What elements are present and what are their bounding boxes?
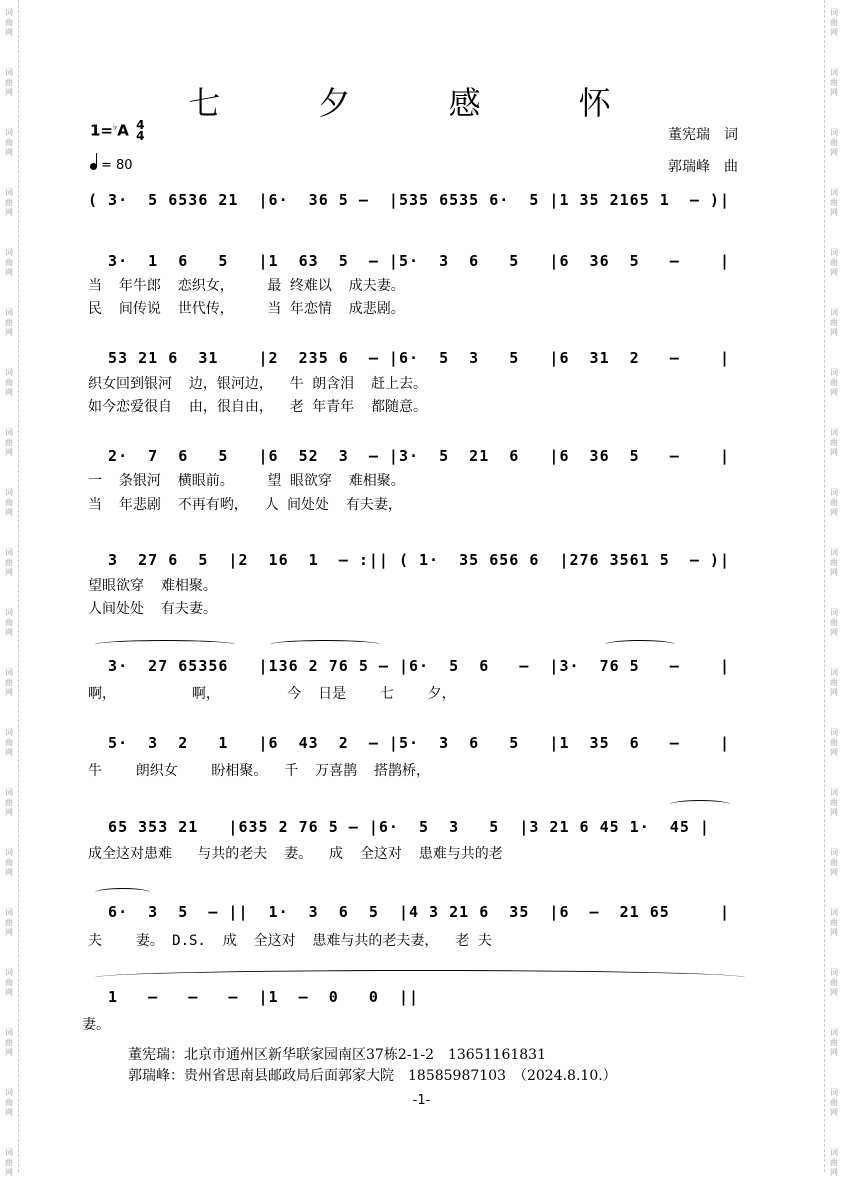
watermark-mark: 词 曲 网 [5, 728, 13, 757]
watermark-mark: 词 曲 网 [830, 128, 838, 157]
score-system-10 [88, 982, 758, 1012]
notation-line: 2· 7 6 5 |6 52 3 – |3· 5 21 6 |6 36 5 – | [88, 447, 730, 465]
lyric-line-2a: 当 年牛郎 恋织女， 最 终难以 成夫妻。 [88, 278, 405, 294]
contact-lyricist: 董宪瑞：北京市通州区新华联家园南区37栋2-1-2 13651161831 [128, 1047, 546, 1063]
notation-line: 6· 3 5 – || 1· 3 6 5 |4 3 21 6 35 |6 – 21 65 | [88, 903, 730, 921]
lyric-line-8: 成全这对患难 与共的老夫 妻。 成 全这对 患难与共的老 [88, 846, 503, 862]
watermark-mark: 词 曲 网 [5, 308, 13, 337]
lyric-line-2b: 民 间传说 世代传， 当 年恋情 成悲剧。 [88, 301, 405, 317]
slur-mark [95, 888, 150, 897]
quarter-note-icon [90, 163, 97, 170]
watermark-mark: 词 曲 网 [830, 968, 838, 997]
watermark-mark: 词 曲 网 [830, 668, 838, 697]
watermark-mark: 词 曲 网 [5, 128, 13, 157]
watermark-mark: 词 曲 网 [830, 848, 838, 877]
watermark-mark: 词 曲 网 [5, 1088, 13, 1117]
lyric-line-3a: 织女回到银河 边，银河边， 牛 朗含泪 赶上去。 [88, 376, 427, 392]
watermark-mark: 词 曲 网 [5, 788, 13, 817]
score-system-1 [88, 185, 758, 215]
contact-composer: 郭瑞峰：贵州省思南县邮政局后面郭家大院 18585987103 （2024.8.10.） [128, 1068, 617, 1084]
score-system-8 [88, 812, 758, 842]
watermark-mark: 词 曲 网 [830, 788, 838, 817]
watermark-mark: 词 曲 网 [830, 608, 838, 637]
watermark-mark: 词 曲 网 [830, 68, 838, 97]
watermark-mark: 词 曲 网 [830, 368, 838, 397]
watermark-mark: 词 曲 网 [5, 908, 13, 937]
song-title: 七 夕 感 怀 [188, 84, 655, 122]
time-bottom: 4 [136, 129, 145, 143]
watermark-mark: 词 曲 网 [830, 908, 838, 937]
slur-mark [670, 800, 730, 809]
score-system-4 [88, 441, 758, 471]
watermark-mark: 词 曲 网 [830, 428, 838, 457]
watermark-mark: 词 曲 网 [5, 1148, 13, 1177]
lyricist-credit: 董宪瑞 词 [668, 127, 738, 143]
watermark-mark: 词 曲 网 [830, 248, 838, 277]
score-system-5 [88, 545, 758, 575]
watermark-mark: 词 曲 网 [5, 488, 13, 517]
watermark-mark: 词 曲 网 [5, 188, 13, 217]
watermark-mark: 词 曲 网 [830, 1148, 838, 1177]
lyric-line-5b: 人间处处 有夫妻。 [88, 601, 217, 617]
watermark-mark: 词 曲 网 [5, 1028, 13, 1057]
score-system-7 [88, 728, 758, 758]
notation-line: 53 21 6 31 |2 235 6 – |6· 5 3 5 |6 31 2 – | [88, 349, 730, 367]
score-system-6 [88, 651, 758, 681]
notation-line: 5· 3 2 1 |6 43 2 – |5· 3 6 5 |1 35 6 – | [88, 734, 730, 752]
tempo-mark [90, 158, 133, 173]
composer-credit: 郭瑞峰 曲 [668, 159, 738, 175]
lyric-line-10: 妻。 [82, 1017, 110, 1033]
score-system-3 [88, 343, 758, 373]
key-signature [90, 120, 144, 142]
page-number: -1- [412, 1093, 431, 1108]
watermark-mark: 词 曲 网 [830, 188, 838, 217]
notation-line: 3· 1 6 5 |1 63 5 – |5· 3 6 5 |6 36 5 – | [88, 252, 730, 270]
key-prefix: 1= [90, 121, 114, 140]
key-note: A [117, 121, 129, 140]
slur-mark [95, 970, 745, 985]
lyric-line-9: 夫 妻。 D.S. 成 全这对 患难与共的老夫妻， 老 夫 [88, 933, 492, 949]
score-system-2 [88, 246, 758, 276]
notation-line: ( 3· 5 6536 21 |6· 36 5 – |535 6535 6· 5 |1 35 2165 1 – )| [88, 191, 730, 209]
watermark-mark: 词 曲 网 [5, 668, 13, 697]
tempo-value: = 80 [101, 158, 133, 173]
time-top: 4 [136, 118, 145, 132]
lyric-line-4b: 当 年悲剧 不再有哟， 人 间处处 有夫妻， [88, 497, 402, 513]
lyric-line-5a: 望眼欲穿 难相聚。 [88, 578, 217, 594]
slur-mark [95, 640, 235, 649]
watermark-mark: 词 曲 网 [830, 488, 838, 517]
watermark-mark: 词 曲 网 [5, 608, 13, 637]
notation-line: 65 353 21 |635 2 76 5 – |6· 5 3 5 |3 21 6 45 1· 45 | [88, 818, 710, 836]
flat-sign: ♭ [113, 122, 118, 133]
lyric-line-6: 啊， 啊， 今 日是 七 夕， [88, 686, 456, 702]
slur-mark [605, 640, 675, 649]
watermark-mark: 词 曲 网 [830, 1088, 838, 1117]
watermark-mark: 词 曲 网 [5, 68, 13, 97]
watermark-mark: 词 曲 网 [830, 308, 838, 337]
watermark-mark: 词 曲 网 [5, 428, 13, 457]
notation-line: 1 – – – |1 – 0 0 || [88, 988, 420, 1006]
lyric-line-4a: 一 条银河 横眼前。 望 眼欲穿 难相聚。 [88, 473, 405, 489]
watermark-mark: 词 曲 网 [830, 1028, 838, 1057]
slur-mark [270, 640, 380, 649]
watermark-mark: 词 曲 网 [5, 968, 13, 997]
watermark-mark: 词 曲 网 [5, 8, 13, 37]
watermark-mark: 词 曲 网 [830, 8, 838, 37]
notation-line: 3· 27 65356 |136 2 76 5 – |6· 5 6 – |3· 76 5 – | [88, 657, 730, 675]
lyric-line-3b: 如今恋爱很自 由，很自由， 老 年青年 都随意。 [88, 399, 427, 415]
watermark-mark: 词 曲 网 [5, 848, 13, 877]
watermark-mark: 词 曲 网 [5, 248, 13, 277]
watermark-mark: 词 曲 网 [5, 368, 13, 397]
score-system-9 [88, 897, 758, 927]
watermark-mark: 词 曲 网 [830, 728, 838, 757]
watermark-mark: 词 曲 网 [5, 548, 13, 577]
notation-line: 3 27 6 5 |2 16 1 – :|| ( 1· 35 656 6 |276 3561 5 – )| [88, 551, 730, 569]
time-signature [136, 120, 144, 142]
watermark-mark: 词 曲 网 [830, 548, 838, 577]
lyric-line-7: 牛 朗织女 盼相聚。 千 万喜鹊 搭鹊桥， [88, 763, 431, 779]
